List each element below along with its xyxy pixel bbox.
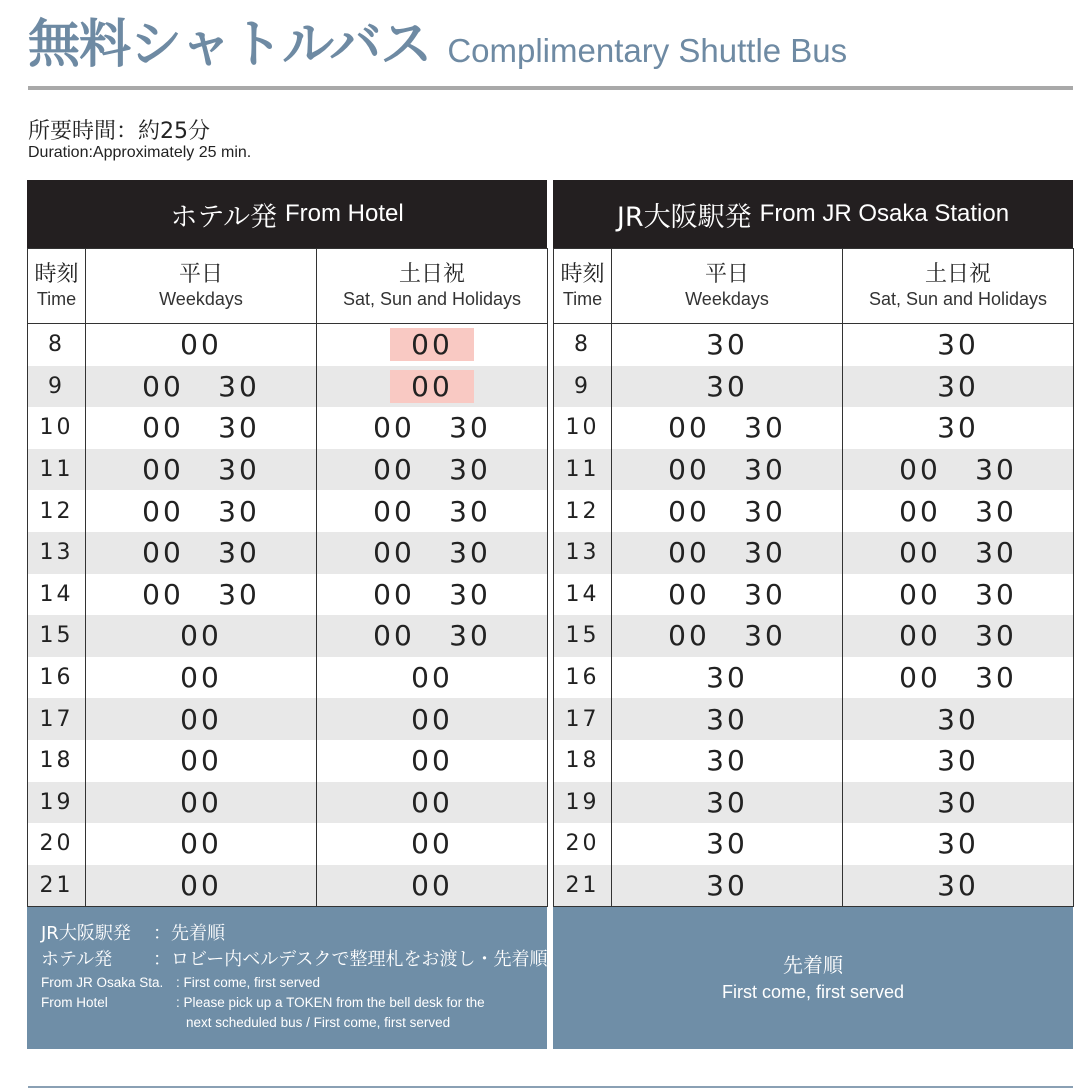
timetable-row (28, 657, 548, 699)
hour-cell: 17 (554, 698, 612, 740)
departure-minute: 00 (180, 744, 222, 778)
hour-cell: 18 (28, 740, 86, 782)
hour-cell: 21 (28, 865, 86, 907)
departure-minute: 00 (411, 869, 453, 903)
weekdays-cell (86, 865, 317, 907)
weekdays-column-header (612, 249, 843, 324)
departure-minute: 00 (668, 536, 710, 570)
holidays-cell (317, 657, 548, 699)
departure-minute: 30 (975, 536, 1017, 570)
departure-minute: 00 (180, 619, 222, 653)
departure-minute: 30 (744, 619, 786, 653)
departure-minute: 30 (937, 411, 979, 445)
departure-minute: 30 (706, 661, 748, 695)
departure-minute: 00 (390, 370, 474, 403)
from-hotel-panel (27, 180, 547, 1049)
holidays-cell (843, 865, 1074, 907)
page-title (28, 2, 848, 75)
holidays-cell (317, 532, 548, 574)
weekdays-cell (86, 324, 317, 366)
departure-minute: 30 (218, 494, 260, 528)
time-header-en: Time (562, 289, 603, 309)
departure-minute: 30 (937, 869, 979, 903)
timetable-row (28, 782, 548, 824)
note-jp-line1-label: JR大阪駅発 (41, 923, 131, 945)
timetable-row (554, 490, 1074, 532)
departure-minute: 00 (373, 453, 415, 487)
title-jp: 無料シャトルバス (28, 15, 432, 75)
hour-cell: 16 (554, 657, 612, 699)
timetable-row (554, 449, 1074, 491)
departure-minute: 30 (449, 453, 491, 487)
holidays-cell (317, 698, 548, 740)
from-hotel-timetable (27, 248, 548, 907)
departure-minute: 00 (142, 577, 184, 611)
station-note-en: First come, first served (721, 982, 905, 1003)
holidays-cell (317, 615, 548, 657)
departure-minute: 30 (706, 328, 748, 362)
holidays-column-header (317, 249, 548, 324)
holidays-cell (843, 574, 1074, 616)
duration-jp: 所要時間：約25分 (28, 119, 210, 144)
weekdays-header-en: Weekdays (159, 289, 243, 309)
departure-minute: 30 (744, 494, 786, 528)
note-en-line3-text: next scheduled bus / First come, first served (186, 1015, 451, 1031)
timetable-row (28, 449, 548, 491)
departure-minute: 30 (706, 827, 748, 861)
weekdays-cell (86, 532, 317, 574)
departure-minute: 30 (706, 369, 748, 403)
hour-cell: 12 (554, 490, 612, 532)
timetable-row (554, 657, 1074, 699)
departure-minute: 00 (142, 536, 184, 570)
holidays-cell (843, 698, 1074, 740)
departure-minute: 30 (706, 744, 748, 778)
weekdays-cell (86, 698, 317, 740)
departure-minute: 00 (668, 494, 710, 528)
hour-cell: 8 (28, 324, 86, 366)
weekdays-header-jp: 平日 (704, 262, 749, 287)
hour-cell: 10 (554, 407, 612, 449)
holidays-cell (843, 490, 1074, 532)
departure-minute: 00 (899, 661, 941, 695)
departure-minute: 00 (668, 619, 710, 653)
departure-minute: 00 (411, 702, 453, 736)
holidays-cell (317, 366, 548, 408)
departure-minute: 00 (668, 453, 710, 487)
departure-minute: 30 (975, 619, 1017, 653)
departure-minute: 30 (975, 661, 1017, 695)
from-station-title-jp: JR大阪駅発 (616, 201, 752, 233)
holidays-cell (317, 407, 548, 449)
departure-minute: 00 (142, 369, 184, 403)
hour-cell: 14 (28, 574, 86, 616)
weekdays-cell (612, 698, 843, 740)
holidays-cell (843, 740, 1074, 782)
weekdays-cell (86, 615, 317, 657)
departure-minute: 00 (180, 328, 222, 362)
holidays-cell (317, 823, 548, 865)
timetable-row (554, 865, 1074, 907)
departure-minute: 30 (449, 494, 491, 528)
timetable-row (28, 574, 548, 616)
holidays-cell (843, 615, 1074, 657)
departure-minute: 30 (975, 494, 1017, 528)
weekdays-header-en: Weekdays (685, 289, 769, 309)
holidays-cell (843, 823, 1074, 865)
note-jp-line1 (41, 921, 533, 947)
hour-cell: 17 (28, 698, 86, 740)
holidays-header-en: Sat, Sun and Holidays (342, 289, 522, 309)
weekdays-cell (612, 615, 843, 657)
timetable-row (28, 698, 548, 740)
from-station-title-en: From JR Osaka Station (759, 200, 1010, 227)
departure-minute: 00 (373, 619, 415, 653)
departure-minute: 00 (180, 661, 222, 695)
weekdays-cell (612, 574, 843, 616)
hour-cell: 12 (28, 490, 86, 532)
departure-minute: 00 (180, 702, 222, 736)
note-en-line2 (41, 993, 533, 1013)
departure-minute: 30 (706, 702, 748, 736)
timetable-row (28, 407, 548, 449)
timetable-row (28, 490, 548, 532)
holidays-cell (843, 366, 1074, 408)
departure-minute: 30 (744, 453, 786, 487)
note-en-line2-text: : Please pick up a TOKEN from the bell desk for the (176, 995, 485, 1011)
weekdays-cell (612, 449, 843, 491)
from-station-rows (554, 324, 1074, 907)
holidays-cell (317, 324, 548, 366)
hour-cell: 11 (28, 449, 86, 491)
departure-minute: 30 (218, 369, 260, 403)
timetable-row (554, 532, 1074, 574)
departure-minute: 30 (706, 869, 748, 903)
weekdays-cell (86, 782, 317, 824)
duration-en: Duration:Approximately 25 min. (28, 144, 252, 161)
departure-minute: 30 (449, 577, 491, 611)
weekdays-cell (612, 782, 843, 824)
holidays-cell (843, 449, 1074, 491)
departure-minute: 30 (706, 785, 748, 819)
holidays-cell (843, 657, 1074, 699)
weekdays-cell (86, 366, 317, 408)
hour-cell: 9 (28, 366, 86, 408)
time-header-jp: 時刻 (34, 262, 79, 287)
holidays-cell (843, 407, 1074, 449)
from-hotel-title-jp: ホテル発 (170, 201, 277, 233)
departure-minute: 30 (937, 702, 979, 736)
hour-cell: 13 (554, 532, 612, 574)
hour-cell: 21 (554, 865, 612, 907)
departure-minute: 00 (142, 453, 184, 487)
holidays-cell (317, 740, 548, 782)
departure-minute: 00 (373, 577, 415, 611)
departure-minute: 30 (937, 328, 979, 362)
departure-minute: 30 (744, 577, 786, 611)
departure-minute: 00 (411, 785, 453, 819)
weekdays-cell (612, 490, 843, 532)
weekdays-cell (86, 407, 317, 449)
departure-minute: 30 (937, 827, 979, 861)
departure-minute: 00 (899, 453, 941, 487)
hour-cell: 15 (28, 615, 86, 657)
weekdays-cell (612, 823, 843, 865)
weekdays-column-header (86, 249, 317, 324)
departure-minute: 00 (899, 619, 941, 653)
departure-minute: 00 (373, 494, 415, 528)
timetable-row (554, 324, 1074, 366)
hour-cell: 19 (28, 782, 86, 824)
hour-cell: 10 (28, 407, 86, 449)
timetable-row (554, 823, 1074, 865)
from-station-timetable (553, 248, 1074, 907)
holidays-cell (317, 490, 548, 532)
departure-minute: 00 (411, 661, 453, 695)
departure-minute: 00 (142, 494, 184, 528)
timetable-row (28, 366, 548, 408)
time-header-jp: 時刻 (560, 262, 605, 287)
from-hotel-rows (28, 324, 548, 907)
weekdays-cell (86, 657, 317, 699)
weekdays-cell (612, 366, 843, 408)
departure-minute: 30 (218, 411, 260, 445)
departure-minute: 30 (975, 577, 1017, 611)
hour-cell: 19 (554, 782, 612, 824)
from-station-panel (553, 180, 1073, 1049)
timetable-row (554, 407, 1074, 449)
note-en-line3 (41, 1013, 533, 1033)
timetable-row (554, 615, 1074, 657)
hour-cell: 20 (28, 823, 86, 865)
holidays-cell (843, 532, 1074, 574)
note-jp-line2-label: ホテル発 (41, 949, 113, 971)
holidays-cell (843, 782, 1074, 824)
departure-minute: 00 (899, 577, 941, 611)
departure-minute: 00 (373, 411, 415, 445)
holidays-cell (317, 782, 548, 824)
weekdays-cell (86, 740, 317, 782)
timetable-row (28, 324, 548, 366)
departure-minute: 00 (373, 536, 415, 570)
timetable-row (28, 532, 548, 574)
timetable-row (554, 698, 1074, 740)
hour-cell: 16 (28, 657, 86, 699)
timetable-row (28, 865, 548, 907)
from-station-header (553, 180, 1073, 248)
departure-minute: 30 (449, 619, 491, 653)
note-jp-line2 (41, 947, 548, 973)
from-hotel-header (27, 180, 547, 248)
bottom-divider (28, 1086, 1073, 1088)
timetable-row (28, 823, 548, 865)
hour-cell: 11 (554, 449, 612, 491)
note-en-line1 (41, 973, 533, 993)
hour-cell: 13 (28, 532, 86, 574)
holidays-cell (317, 574, 548, 616)
holidays-cell (317, 865, 548, 907)
timetable-row (554, 740, 1074, 782)
title-en: Complimentary Shuttle Bus (447, 32, 848, 69)
departure-minute: 00 (180, 785, 222, 819)
timetable-row (554, 366, 1074, 408)
note-en-line1-label: From JR Osaka Sta. (41, 975, 164, 991)
weekdays-cell (86, 823, 317, 865)
weekdays-cell (612, 740, 843, 782)
from-hotel-note (27, 907, 547, 1049)
departure-minute: 30 (937, 369, 979, 403)
hour-cell: 15 (554, 615, 612, 657)
note-jp-line2-text: ：ロビー内ベルデスクで整理札をお渡し・先着順 (153, 949, 548, 971)
holidays-cell (843, 324, 1074, 366)
departure-minute: 30 (937, 785, 979, 819)
hour-cell: 9 (554, 366, 612, 408)
weekdays-cell (86, 574, 317, 616)
weekdays-cell (612, 865, 843, 907)
holidays-header-jp: 土日祝 (924, 262, 991, 287)
note-en-line1-text: : First come, first served (176, 975, 321, 991)
departure-minute: 30 (449, 411, 491, 445)
time-column-header (554, 249, 612, 324)
from-hotel-title-en: From Hotel (284, 200, 404, 227)
departure-minute: 00 (180, 869, 222, 903)
departure-minute: 00 (411, 744, 453, 778)
holidays-cell (317, 449, 548, 491)
departure-minute: 30 (744, 536, 786, 570)
holidays-header-jp: 土日祝 (398, 262, 465, 287)
weekdays-cell (612, 407, 843, 449)
departure-minute: 30 (218, 536, 260, 570)
hour-cell: 8 (554, 324, 612, 366)
title-divider (28, 86, 1073, 90)
departure-minute: 00 (411, 827, 453, 861)
hour-cell: 20 (554, 823, 612, 865)
weekdays-cell (612, 532, 843, 574)
departure-minute: 30 (449, 536, 491, 570)
weekdays-cell (612, 324, 843, 366)
departure-minute: 30 (218, 453, 260, 487)
hour-cell: 18 (554, 740, 612, 782)
holidays-header-en: Sat, Sun and Holidays (868, 289, 1048, 309)
timetable-row (554, 574, 1074, 616)
time-header-en: Time (36, 289, 77, 309)
departure-minute: 00 (899, 494, 941, 528)
hour-cell: 14 (554, 574, 612, 616)
timetable-row (28, 615, 548, 657)
departure-minute: 30 (975, 453, 1017, 487)
station-note-jp: 先着順 (783, 953, 843, 978)
departure-minute: 00 (899, 536, 941, 570)
from-station-note (553, 907, 1073, 1049)
timetable-row (28, 740, 548, 782)
note-en-line2-label: From Hotel (41, 995, 108, 1011)
note-jp-line1-text: ：先着順 (153, 923, 225, 945)
departure-minute: 00 (390, 328, 474, 361)
weekdays-header-jp: 平日 (178, 262, 223, 287)
departure-minute: 30 (744, 411, 786, 445)
departure-minute: 00 (142, 411, 184, 445)
time-column-header (28, 249, 86, 324)
weekdays-cell (86, 449, 317, 491)
departure-minute: 00 (180, 827, 222, 861)
weekdays-cell (612, 657, 843, 699)
departure-minute: 00 (668, 577, 710, 611)
timetable-row (554, 782, 1074, 824)
weekdays-cell (86, 490, 317, 532)
departure-minute: 30 (937, 744, 979, 778)
holidays-column-header (843, 249, 1074, 324)
departure-minute: 30 (218, 577, 260, 611)
departure-minute: 00 (668, 411, 710, 445)
